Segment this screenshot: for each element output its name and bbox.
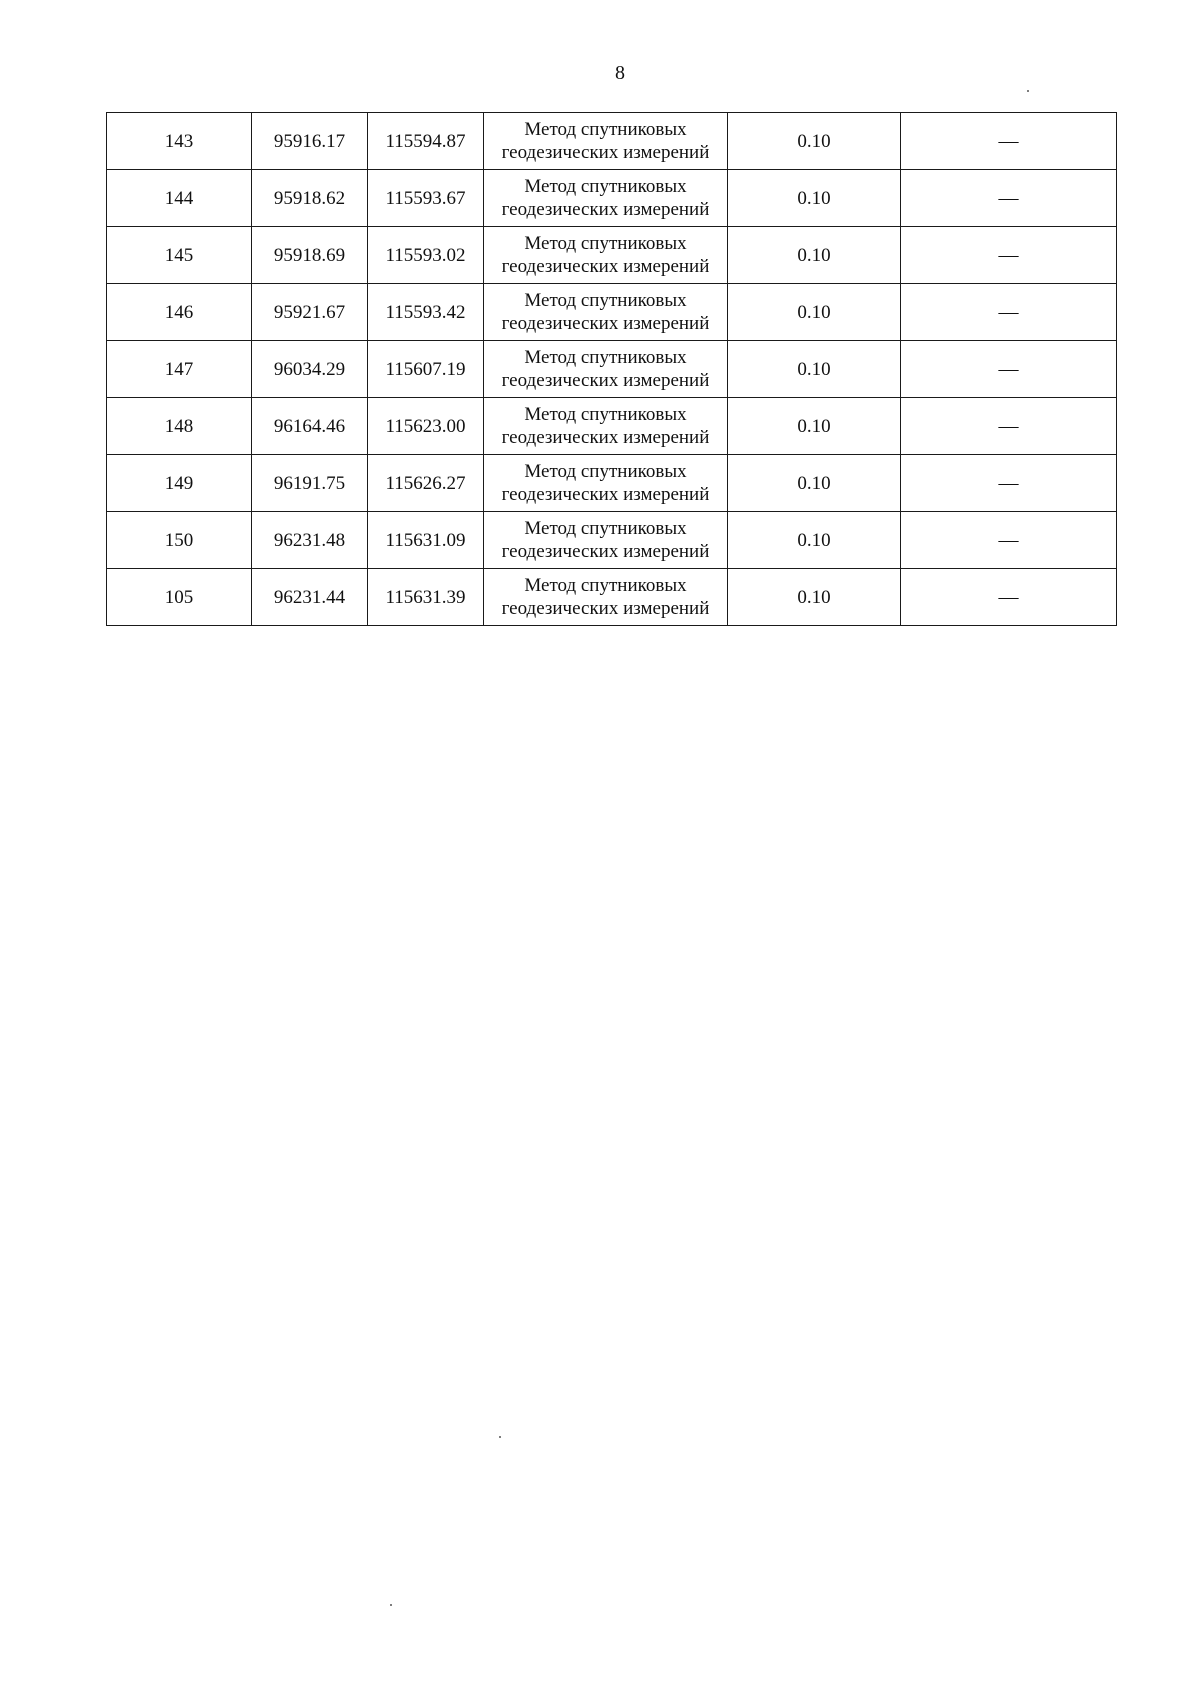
method-line-2: геодезических измерений <box>501 427 710 448</box>
x-coordinate-cell: 95918.62 <box>252 170 368 227</box>
note-cell: — <box>901 455 1117 512</box>
accuracy-cell: 0.10 <box>728 170 901 227</box>
table-row <box>107 512 1117 569</box>
point-number-cell: 105 <box>107 569 252 626</box>
accuracy-cell: 0.10 <box>728 113 901 170</box>
accuracy-cell: 0.10 <box>728 341 901 398</box>
method-line-2: геодезических измерений <box>501 541 710 562</box>
method-line-2: геодезических измерений <box>501 484 710 505</box>
table-row <box>107 113 1117 170</box>
note-cell: — <box>901 284 1117 341</box>
x-coordinate-cell: 95921.67 <box>252 284 368 341</box>
accuracy-cell: 0.10 <box>728 398 901 455</box>
x-coordinate-cell: 96231.44 <box>252 569 368 626</box>
method-line-1: Метод спутниковых <box>524 518 687 539</box>
note-cell: — <box>901 170 1117 227</box>
accuracy-cell: 0.10 <box>728 284 901 341</box>
point-number-cell: 148 <box>107 398 252 455</box>
table-row <box>107 284 1117 341</box>
method-cell <box>484 512 728 569</box>
scan-speck <box>499 1436 501 1438</box>
note-cell: — <box>901 113 1117 170</box>
table-row <box>107 170 1117 227</box>
accuracy-cell: 0.10 <box>728 512 901 569</box>
note-cell: — <box>901 569 1117 626</box>
point-number-cell: 150 <box>107 512 252 569</box>
point-number-cell: 149 <box>107 455 252 512</box>
method-line-1: Метод спутниковых <box>524 119 687 140</box>
y-coordinate-cell: 115593.42 <box>368 284 484 341</box>
note-cell: — <box>901 512 1117 569</box>
y-coordinate-cell: 115623.00 <box>368 398 484 455</box>
table-row <box>107 398 1117 455</box>
x-coordinate-cell: 95918.69 <box>252 227 368 284</box>
y-coordinate-cell: 115593.67 <box>368 170 484 227</box>
method-line-1: Метод спутниковых <box>524 404 687 425</box>
table-row <box>107 569 1117 626</box>
method-cell <box>484 398 728 455</box>
method-line-1: Метод спутниковых <box>524 233 687 254</box>
scan-speck <box>1027 90 1029 92</box>
point-number-cell: 143 <box>107 113 252 170</box>
method-line-1: Метод спутниковых <box>524 461 687 482</box>
table-row <box>107 455 1117 512</box>
point-number-cell: 147 <box>107 341 252 398</box>
scan-speck <box>390 1604 392 1606</box>
method-line-2: геодезических измерений <box>501 598 710 619</box>
method-line-1: Метод спутниковых <box>524 347 687 368</box>
point-number-cell: 146 <box>107 284 252 341</box>
method-cell <box>484 455 728 512</box>
method-line-2: геодезических измерений <box>501 313 710 334</box>
accuracy-cell: 0.10 <box>728 569 901 626</box>
method-line-2: геодезических измерений <box>501 142 710 163</box>
method-cell <box>484 170 728 227</box>
y-coordinate-cell: 115631.09 <box>368 512 484 569</box>
y-coordinate-cell: 115626.27 <box>368 455 484 512</box>
method-cell <box>484 569 728 626</box>
y-coordinate-cell: 115594.87 <box>368 113 484 170</box>
point-number-cell: 145 <box>107 227 252 284</box>
x-coordinate-cell: 95916.17 <box>252 113 368 170</box>
y-coordinate-cell: 115631.39 <box>368 569 484 626</box>
method-line-1: Метод спутниковых <box>524 290 687 311</box>
method-line-2: геодезических измерений <box>501 256 710 277</box>
note-cell: — <box>901 227 1117 284</box>
note-cell: — <box>901 341 1117 398</box>
method-line-1: Метод спутниковых <box>524 176 687 197</box>
method-line-1: Метод спутниковых <box>524 575 687 596</box>
coordinates-table <box>106 112 1117 626</box>
y-coordinate-cell: 115593.02 <box>368 227 484 284</box>
note-cell: — <box>901 398 1117 455</box>
x-coordinate-cell: 96231.48 <box>252 512 368 569</box>
table-row <box>107 341 1117 398</box>
method-cell <box>484 284 728 341</box>
x-coordinate-cell: 96034.29 <box>252 341 368 398</box>
page-number: 8 <box>615 62 625 84</box>
table-row <box>107 227 1117 284</box>
coordinates-table-body <box>107 113 1117 626</box>
method-line-2: геодезических измерений <box>501 370 710 391</box>
method-cell <box>484 113 728 170</box>
method-cell <box>484 227 728 284</box>
method-cell <box>484 341 728 398</box>
method-line-2: геодезических измерений <box>501 199 710 220</box>
x-coordinate-cell: 96191.75 <box>252 455 368 512</box>
y-coordinate-cell: 115607.19 <box>368 341 484 398</box>
accuracy-cell: 0.10 <box>728 227 901 284</box>
x-coordinate-cell: 96164.46 <box>252 398 368 455</box>
accuracy-cell: 0.10 <box>728 455 901 512</box>
point-number-cell: 144 <box>107 170 252 227</box>
